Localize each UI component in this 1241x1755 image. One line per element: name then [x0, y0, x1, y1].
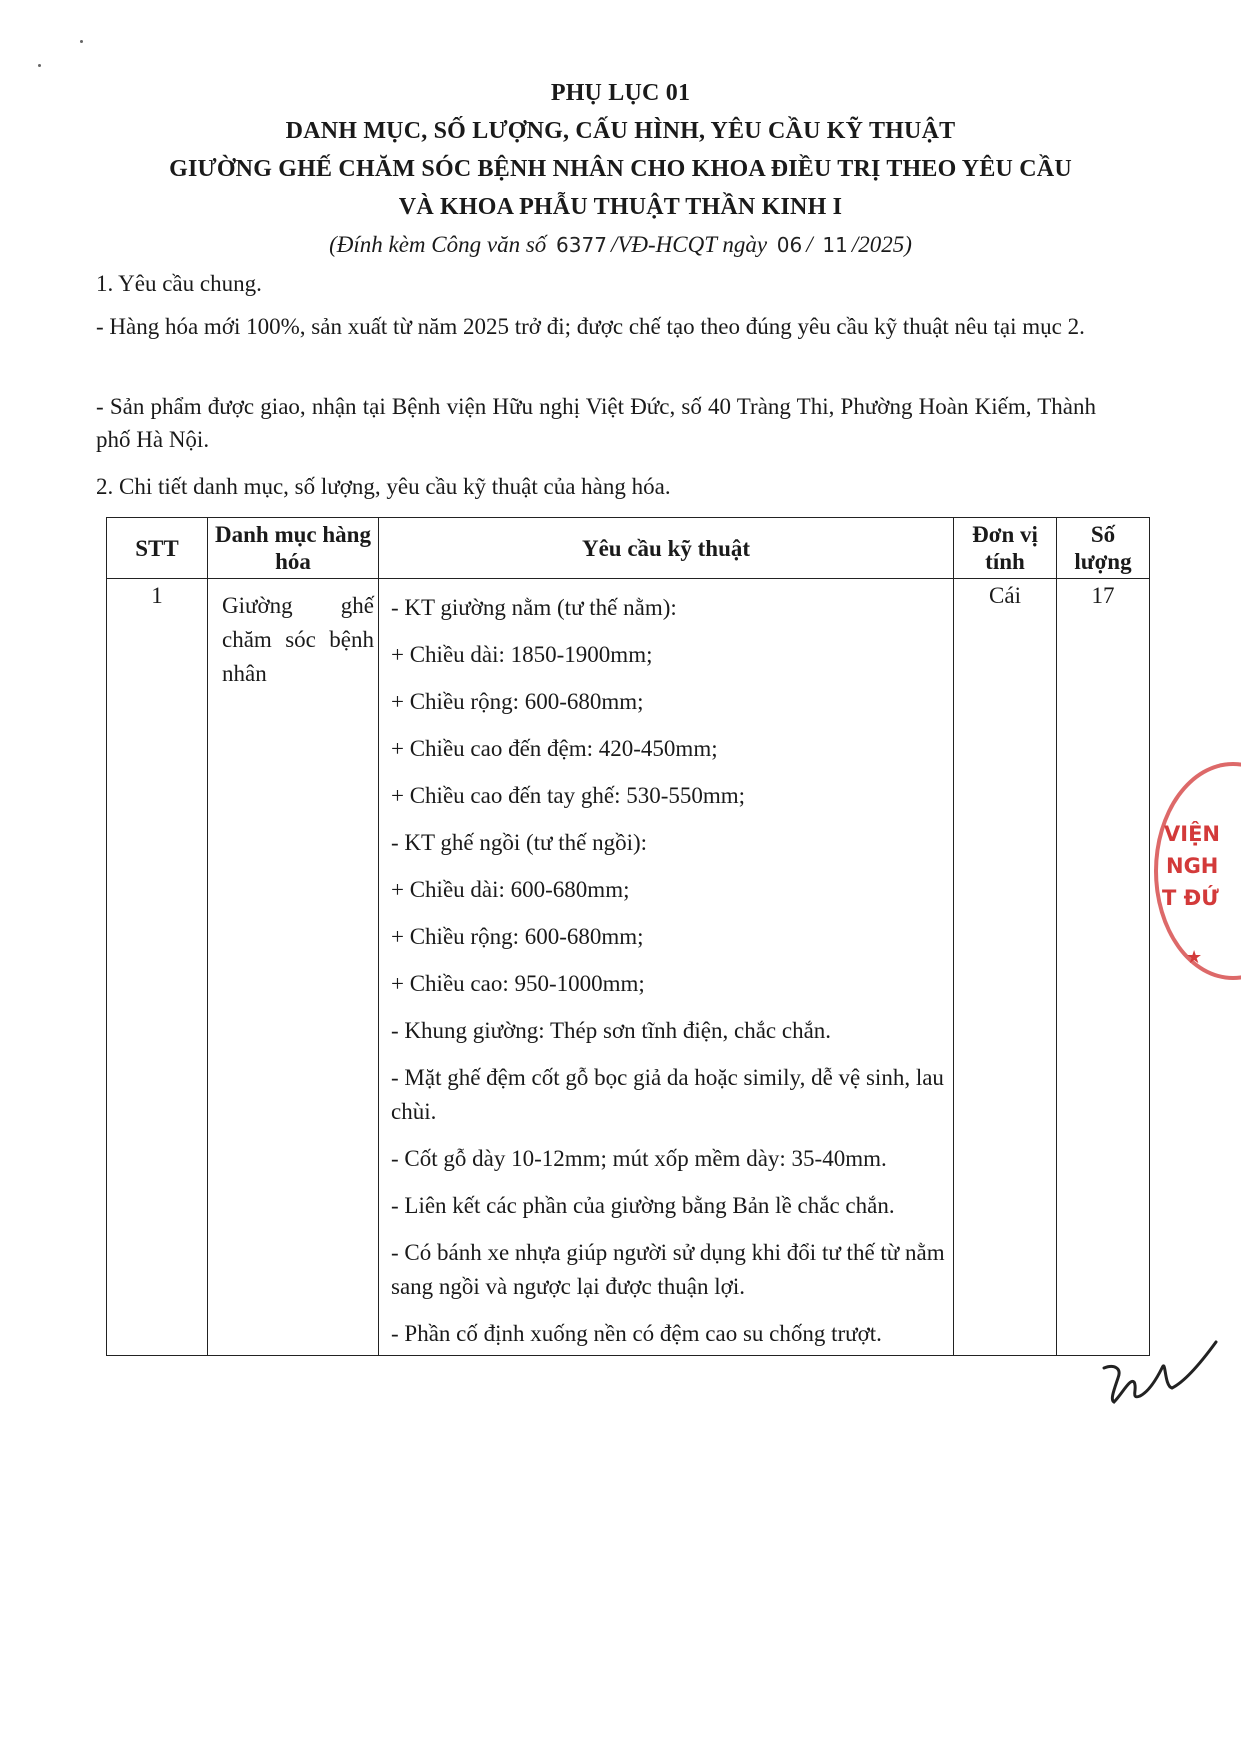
requirement-line: + Chiều rộng: 600-680mm; [391, 924, 644, 949]
requirement-line: + Chiều cao đến đệm: 420-450mm; [391, 736, 718, 761]
official-seal-stamp [1150, 762, 1241, 992]
reference-middle: /VĐ-HCQT ngày [610, 232, 768, 257]
requirement-line: + Chiều rộng: 600-680mm; [391, 689, 644, 714]
seal-text-line: NGH [1166, 854, 1219, 878]
handwritten-month: 11 [822, 233, 848, 257]
seal-text-line: VIỆN [1164, 822, 1220, 846]
requirement-line: + Chiều dài: 600-680mm; [391, 877, 630, 902]
requirement-line: - KT giường nằm (tư thế nằm): [391, 595, 677, 620]
header-requirements: Yêu cầu kỹ thuật [379, 518, 954, 579]
requirement-line: + Chiều dài: 1850-1900mm; [391, 642, 653, 667]
document-title-line-2: GIƯỜNG GHẾ CHĂM SÓC BỆNH NHÂN CHO KHOA ĐIỀU TRỊ THEO YÊU CẦU [169, 156, 1072, 182]
requirement-line: + Chiều cao đến tay ghế: 530-550mm; [391, 783, 746, 808]
requirement-line: - Liên kết các phần của giường bằng Bản lề chắc chắn. [391, 1193, 895, 1218]
reference-suffix: /2025) [851, 232, 912, 257]
reference-prefix: (Đính kèm Công văn số [329, 232, 547, 257]
appendix-title: PHỤ LỤC 01 [550, 80, 691, 106]
signature-stroke [1104, 1342, 1216, 1402]
header-unit: Đơn vị tính [954, 518, 1057, 579]
section-general-heading: 1. Yêu cầu chung. [96, 271, 262, 296]
header-item-name: Danh mục hàng hóa [208, 518, 379, 579]
document-header [0, 74, 1241, 264]
scan-speck [38, 64, 41, 67]
general-item-1: - Hàng hóa mới 100%, sản xuất từ năm 2025 trở đi; được chế tạo theo đúng yêu cầu kỹ thuật nêu tại mục 2. [96, 314, 1085, 339]
scan-speck [80, 40, 83, 43]
section-detail-heading: 2. Chi tiết danh mục, số lượng, yêu cầu kỹ thuật của hàng hóa. [96, 474, 671, 499]
date-separator: / [806, 232, 813, 257]
cell-item-name: Giường ghế chăm sóc bệnh nhân [208, 579, 379, 1356]
seal-text-line: T ĐỨ [1162, 886, 1219, 910]
signature-initials [1100, 1338, 1220, 1408]
document-title-line-1: DANH MỤC, SỐ LƯỢNG, CẤU HÌNH, YÊU CẦU KỸ THUẬT [285, 118, 956, 144]
cell-stt: 1 [107, 579, 208, 1356]
header-quantity: Số lượng [1057, 518, 1150, 579]
attachment-reference [0, 226, 1241, 264]
handwritten-day: 06 [776, 233, 803, 257]
table-header-row [107, 518, 1150, 579]
spec-table [106, 517, 1150, 1356]
requirement-line: + Chiều cao: 950-1000mm; [391, 971, 645, 996]
general-item-2: - Sản phẩm được giao, nhận tại Bệnh viện Hữu nghị Việt Đức, số 40 Tràng Thi, Phường Hoàn Kiếm, Thành phố Hà Nội. [96, 394, 1096, 452]
requirement-line: - Khung giường: Thép sơn tĩnh điện, chắc chắn. [391, 1018, 832, 1043]
table-row [107, 579, 1150, 1356]
requirement-line: - KT ghế ngồi (tư thế ngồi): [391, 830, 648, 855]
requirement-line: - Mặt ghế đệm cốt gỗ bọc giả da hoặc simily, dễ vệ sinh, lau chùi. [391, 1065, 944, 1124]
cell-unit: Cái [954, 579, 1057, 1356]
header-stt: STT [107, 518, 208, 579]
seal-star-icon: ★ [1186, 947, 1203, 968]
requirement-line: - Phần cố định xuống nền có đệm cao su chống trượt. [391, 1321, 882, 1346]
document-title-line-3: VÀ KHOA PHẪU THUẬT THẦN KINH I [398, 194, 843, 220]
cell-requirements [379, 579, 954, 1356]
cell-quantity: 17 [1057, 579, 1150, 1356]
requirement-line: - Cốt gỗ dày 10-12mm; mút xốp mềm dày: 35-40mm. [391, 1146, 887, 1171]
handwritten-doc-number: 6377 [556, 233, 607, 257]
requirement-line: - Có bánh xe nhựa giúp người sử dụng khi đổi tư thế từ nằm sang ngồi và ngược lại được thuận lợi. [391, 1240, 945, 1299]
